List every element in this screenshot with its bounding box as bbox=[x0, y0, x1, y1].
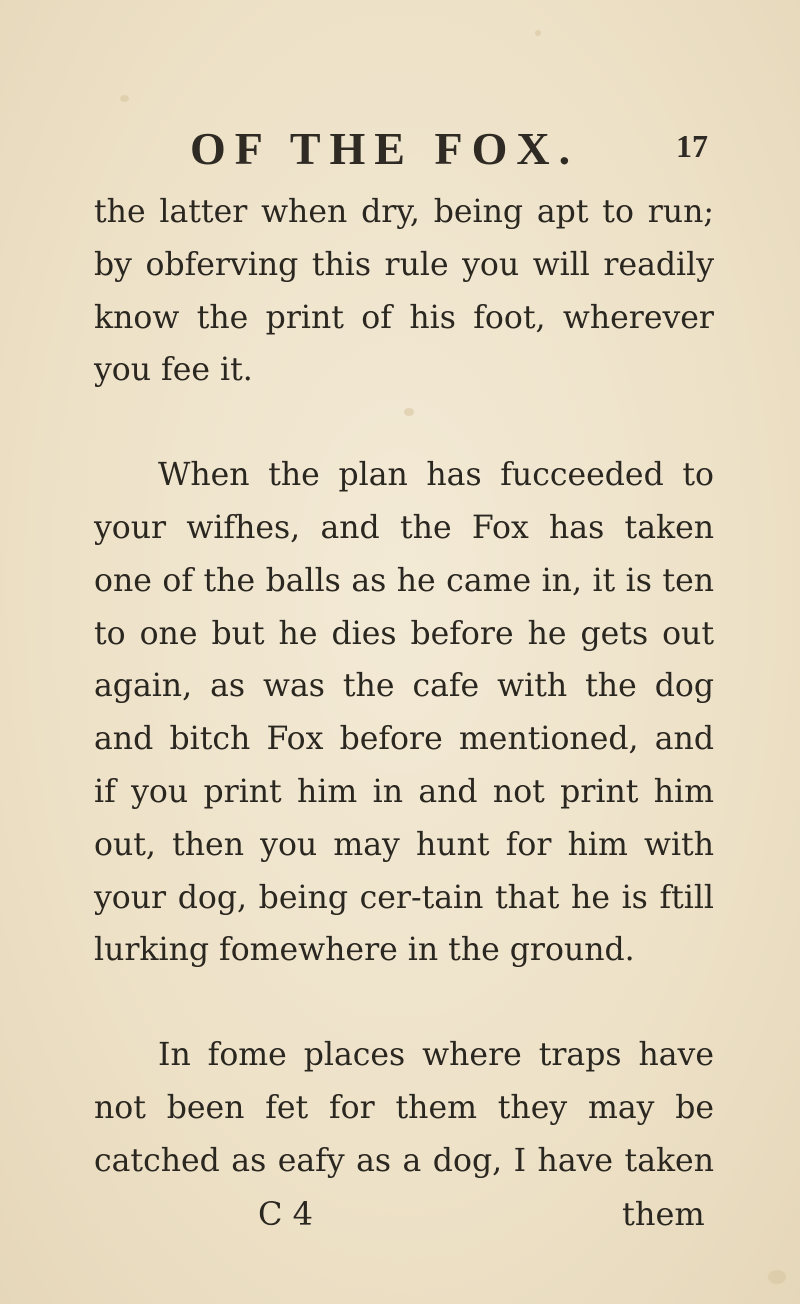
paragraph-gap bbox=[94, 397, 714, 449]
foxing-spot bbox=[535, 30, 541, 36]
paragraph-3: In fome places where traps have not been fet for them they may be catched as eafy as a dog, I have taken bbox=[94, 1037, 714, 1179]
body-text bbox=[94, 186, 714, 1188]
page-header bbox=[0, 122, 800, 182]
foxing-spot bbox=[120, 95, 129, 102]
signature-mark: C 4 bbox=[258, 1195, 314, 1233]
foxing-spot bbox=[768, 1270, 786, 1284]
paragraph-gap bbox=[94, 977, 714, 1029]
page-number: 17 bbox=[676, 128, 708, 164]
catchword: them bbox=[622, 1195, 705, 1233]
running-head: OF THE FOX. bbox=[190, 123, 580, 174]
paragraph-1: the latter when dry, being apt to run; by obferving this rule you will readily know the print of his foot, wherever you fee it. bbox=[94, 194, 714, 389]
page-footer bbox=[0, 1195, 800, 1251]
paragraph-2: When the plan has fucceeded to your wifhes, and the Fox has taken one of the balls as he came in, it is ten to one but he dies before he gets out again, as was the cafe with the dog and bitch Fox before mentioned, and if you print him in and not print him out, then you may hunt for him with your dog, being cer-tain that he is ftill lurking fomewhere in the ground. bbox=[94, 457, 714, 969]
